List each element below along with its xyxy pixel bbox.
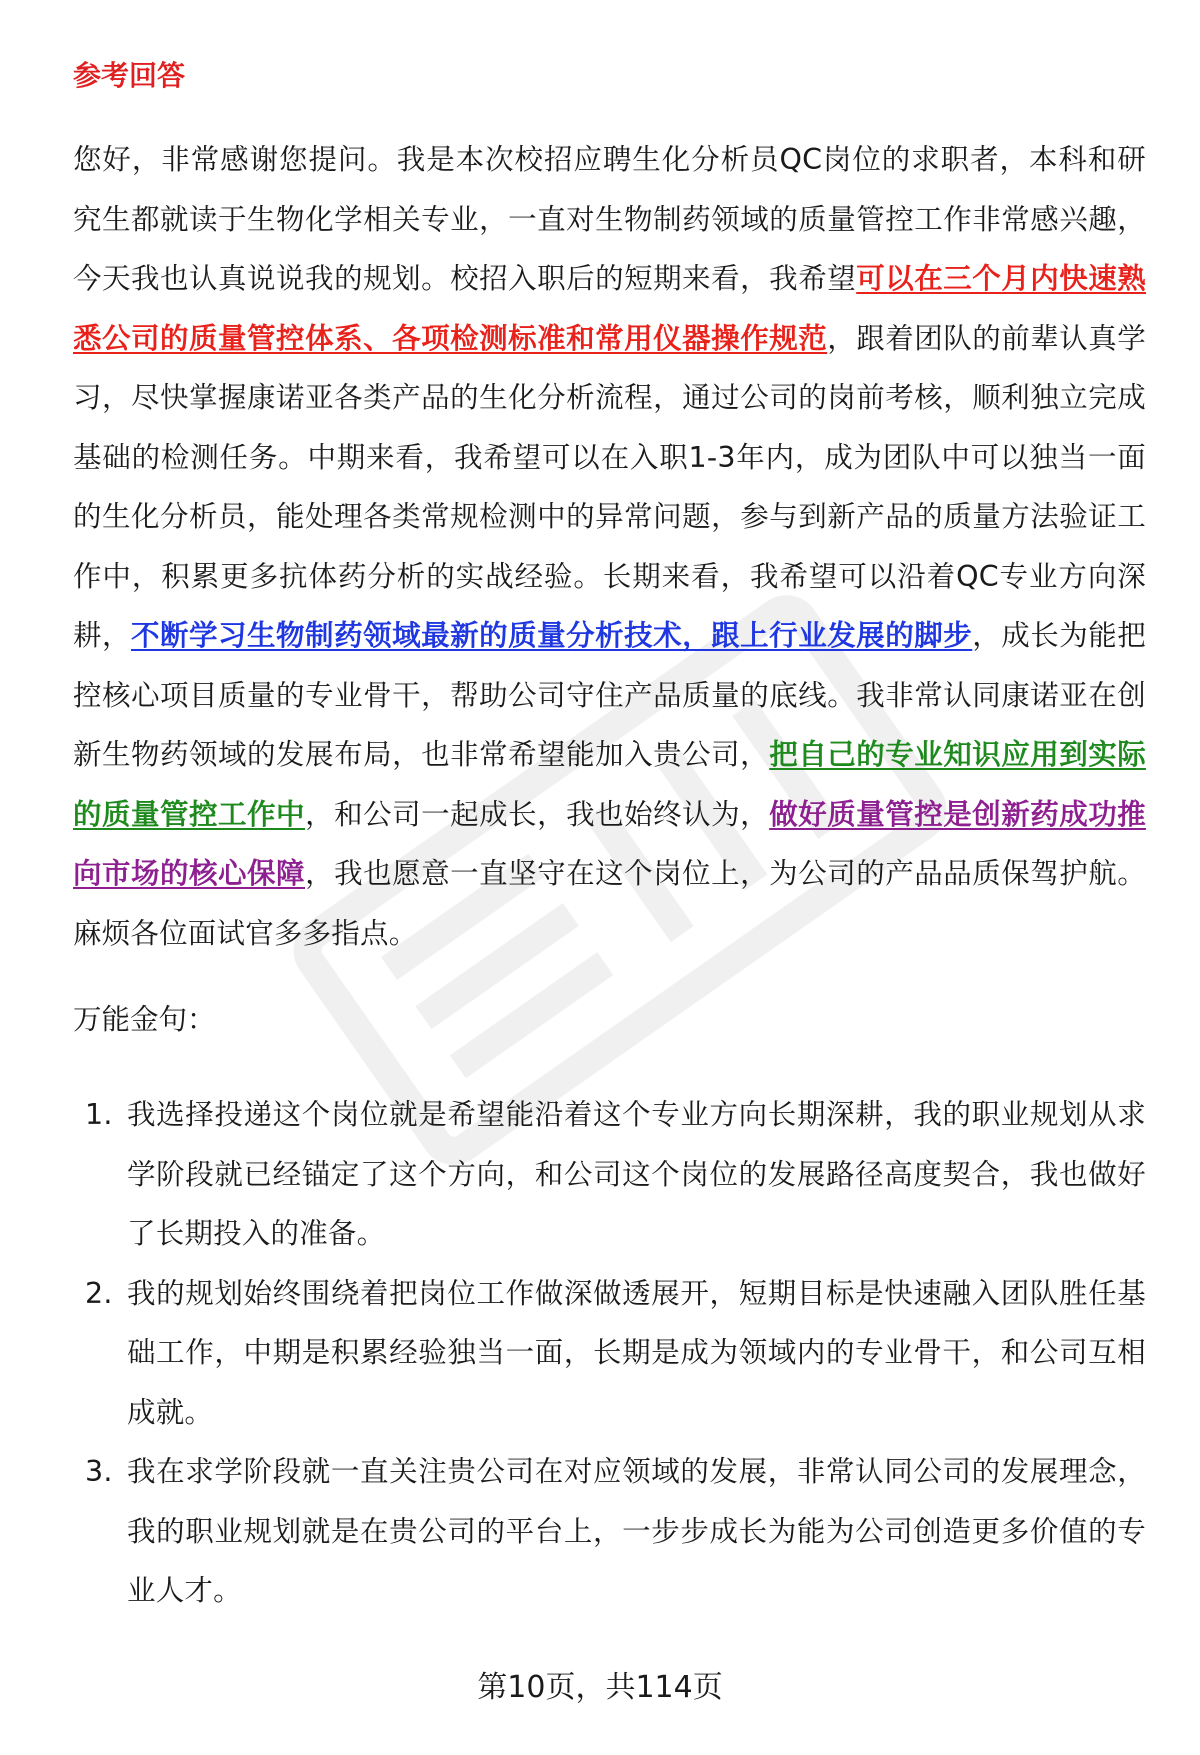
list-item-text: 我的规划始终围绕着把岗位工作做深做透展开，短期目标是快速融入团队胜任基础工作，中期是积累经验独当一面，长期是成为领域内的专业骨干，和公司互相成就。 [127,1276,1146,1429]
list-item [73,1264,1146,1443]
answer-text: ，我也愿意一直坚守在这个岗位上，为公司的产品品质保驾护航。麻烦各位面试官多多指点。 [73,857,1146,950]
answer-heading: 参考回答 [73,59,186,92]
highlight-short-term-goal: 可以在三个月内快速熟悉公司的质量管控体系、各项检测标准和常用仪器操作规范 [73,262,1146,355]
answer-paragraph [73,130,1146,963]
highlight-long-term-learning: 不断学习生物制药领域最新的质量分析技术，跟上行业发展的脚步 [131,619,973,652]
list-number: 1. [85,1098,113,1131]
list-item-text: 我在求学阶段就一直关注贵公司在对应领域的发展，非常认同公司的发展理念，我的职业规划就是在贵公司的平台上，一步步成长为能为公司创造更多价值的专业人才。 [127,1455,1146,1607]
answer-text: 您好，非常感谢您提问。我是本次校招应聘生化分析员QC岗位的求职者，本科和研究生都就读于生物化学相关专业，一直对生物制药领域的质量管控工作非常感兴趣，今天我也认真说说我的规划。校招入职后的短期来看，我希望 [73,143,1146,295]
highlight-apply-knowledge: 把自己的专业知识应用到实际的质量管控工作中 [73,738,1146,831]
list-item-text: 我选择投递这个岗位就是希望能沿着这个专业方向长期深耕，我的职业规划从求学阶段就已经锚定了这个方向，和公司这个岗位的发展路径高度契合，我也做好了长期投入的准备。 [127,1098,1146,1250]
list-item [73,1442,1146,1621]
page-number-footer: 第10页，共114页 [477,1670,723,1705]
list-number: 3. [85,1455,113,1488]
highlight-quality-core: 做好质量管控是创新药成功推向市场的核心保障 [73,797,1146,890]
answer-text: ，和公司一起成长，我也始终认为， [305,797,770,831]
answer-text: ，跟着团队的前辈认真学习，尽快掌握康诺亚各类产品的生化分析流程，通过公司的岗前考核，顺利独立完成基础的检测任务。中期来看，我希望可以在入职1-3年内，成为团队中可以独当一面的生化分析员，能处理各类常规检测中的异常问题，参与到新产品的质量方法验证工作中，积累更多抗体药分析的实战经验。长期来看，我希望可以沿着QC专业方向深耕， [73,321,1147,652]
list-number: 2. [85,1276,113,1310]
golden-sentences-list [73,1085,1146,1621]
answer-text: ，成长为能把控核心项目质量的专业骨干，帮助公司守住产品质量的底线。我非常认同康诺亚在创新生物药领域的发展布局，也非常希望能加入贵公司， [73,619,1146,771]
list-item [73,1085,1146,1264]
golden-sentences-label: 万能金句： [73,1003,216,1036]
